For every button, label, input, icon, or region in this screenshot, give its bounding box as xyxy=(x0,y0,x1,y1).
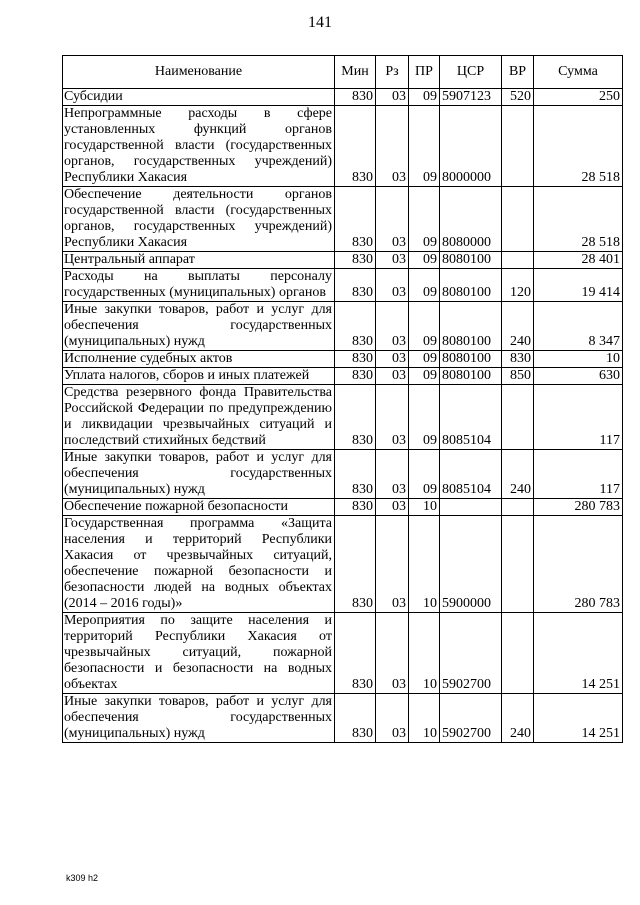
cell-name: Средства резервного фонда Правительства Российской Федерации по предупреждению и ликвидации чрезвычайных ситуаций и последствий стихийных бедствий xyxy=(63,385,335,450)
cell-pr: 09 xyxy=(409,302,440,351)
col-header-csr: ЦСР xyxy=(440,56,502,89)
cell-name: Центральный аппарат xyxy=(63,252,335,269)
cell-pr: 09 xyxy=(409,450,440,499)
cell-min: 830 xyxy=(335,385,376,450)
cell-rz: 03 xyxy=(376,694,409,743)
table-row xyxy=(63,613,623,694)
cell-sum: 28 518 xyxy=(534,187,623,252)
cell-csr: 8085104 xyxy=(440,450,502,499)
cell-csr: 8080100 xyxy=(440,252,502,269)
cell-rz: 03 xyxy=(376,269,409,302)
cell-vr: 120 xyxy=(502,269,534,302)
cell-sum: 14 251 xyxy=(534,694,623,743)
cell-csr: 5907123 xyxy=(440,89,502,106)
cell-name: Мероприятия по защите населения и территорий Республики Хакасия от чрезвычайных ситуаций, пожарной безопасности и безопасности на водных объектах xyxy=(63,613,335,694)
cell-name: Государственная программа «Защита населения и территорий Республики Хакасия от чрезвычайных ситуаций, обеспечение пожарной безопасности и безопасности людей на водных объектах (2014 – 2016 годы)» xyxy=(63,516,335,613)
cell-vr xyxy=(502,187,534,252)
col-header-sum: Сумма xyxy=(534,56,623,89)
cell-pr: 10 xyxy=(409,694,440,743)
cell-vr xyxy=(502,499,534,516)
table-row xyxy=(63,368,623,385)
cell-csr: 8085104 xyxy=(440,385,502,450)
table-row xyxy=(63,89,623,106)
cell-pr: 10 xyxy=(409,613,440,694)
cell-min: 830 xyxy=(335,89,376,106)
cell-rz: 03 xyxy=(376,368,409,385)
cell-pr: 09 xyxy=(409,368,440,385)
cell-sum: 117 xyxy=(534,450,623,499)
cell-csr: 8080100 xyxy=(440,351,502,368)
cell-vr: 240 xyxy=(502,450,534,499)
table-row xyxy=(63,516,623,613)
cell-name: Обеспечение деятельности органов государственной власти (государственных органов, государственных учреждений) Республики Хакасия xyxy=(63,187,335,252)
cell-pr: 09 xyxy=(409,106,440,187)
cell-pr: 10 xyxy=(409,499,440,516)
cell-name: Иные закупки товаров, работ и услуг для обеспечения государственных (муниципальных) нужд xyxy=(63,694,335,743)
cell-sum: 28 401 xyxy=(534,252,623,269)
cell-csr: 8080100 xyxy=(440,302,502,351)
cell-min: 830 xyxy=(335,187,376,252)
header-row xyxy=(63,56,623,89)
cell-rz: 03 xyxy=(376,516,409,613)
col-header-vr: ВР xyxy=(502,56,534,89)
table-row xyxy=(63,187,623,252)
table-row xyxy=(63,106,623,187)
cell-min: 830 xyxy=(335,302,376,351)
table-row xyxy=(63,499,623,516)
cell-sum: 250 xyxy=(534,89,623,106)
cell-csr: 8080100 xyxy=(440,368,502,385)
table-row xyxy=(63,252,623,269)
cell-sum: 10 xyxy=(534,351,623,368)
cell-sum: 280 783 xyxy=(534,499,623,516)
cell-name: Исполнение судебных актов xyxy=(63,351,335,368)
cell-sum: 28 518 xyxy=(534,106,623,187)
cell-min: 830 xyxy=(335,499,376,516)
cell-rz: 03 xyxy=(376,613,409,694)
cell-min: 830 xyxy=(335,516,376,613)
cell-name: Уплата налогов, сборов и иных платежей xyxy=(63,368,335,385)
table-row xyxy=(63,385,623,450)
cell-name: Иные закупки товаров, работ и услуг для обеспечения государственных (муниципальных) нужд xyxy=(63,302,335,351)
table-row xyxy=(63,694,623,743)
cell-min: 830 xyxy=(335,450,376,499)
cell-vr xyxy=(502,613,534,694)
col-header-min: Мин xyxy=(335,56,376,89)
cell-rz: 03 xyxy=(376,385,409,450)
cell-min: 830 xyxy=(335,694,376,743)
cell-name: Обеспечение пожарной безопасности xyxy=(63,499,335,516)
cell-vr: 830 xyxy=(502,351,534,368)
cell-csr: 8080100 xyxy=(440,269,502,302)
cell-rz: 03 xyxy=(376,351,409,368)
footer-code: k309 h2 xyxy=(66,873,99,883)
cell-csr: 5902700 xyxy=(440,613,502,694)
cell-rz: 03 xyxy=(376,187,409,252)
cell-pr: 09 xyxy=(409,252,440,269)
cell-min: 830 xyxy=(335,252,376,269)
table-row xyxy=(63,351,623,368)
cell-csr: 5900000 xyxy=(440,516,502,613)
cell-rz: 03 xyxy=(376,302,409,351)
cell-name: Субсидии xyxy=(63,89,335,106)
cell-rz: 03 xyxy=(376,89,409,106)
cell-vr xyxy=(502,516,534,613)
cell-min: 830 xyxy=(335,269,376,302)
cell-sum: 8 347 xyxy=(534,302,623,351)
cell-name: Непрограммные расходы в сфере установленных функций органов государственной власти (государственных органов, государственных учреждений) Республики Хакасия xyxy=(63,106,335,187)
cell-rz: 03 xyxy=(376,106,409,187)
cell-name: Расходы на выплаты персоналу государственных (муниципальных) органов xyxy=(63,269,335,302)
cell-min: 830 xyxy=(335,106,376,187)
cell-pr: 10 xyxy=(409,516,440,613)
cell-pr: 09 xyxy=(409,187,440,252)
cell-sum: 630 xyxy=(534,368,623,385)
cell-sum: 117 xyxy=(534,385,623,450)
cell-vr: 520 xyxy=(502,89,534,106)
cell-rz: 03 xyxy=(376,499,409,516)
col-header-rz: Рз xyxy=(376,56,409,89)
cell-vr xyxy=(502,252,534,269)
cell-pr: 09 xyxy=(409,269,440,302)
cell-pr: 09 xyxy=(409,385,440,450)
cell-vr: 240 xyxy=(502,302,534,351)
cell-sum: 280 783 xyxy=(534,516,623,613)
cell-rz: 03 xyxy=(376,252,409,269)
cell-vr xyxy=(502,385,534,450)
table-row xyxy=(63,450,623,499)
cell-vr: 240 xyxy=(502,694,534,743)
cell-pr: 09 xyxy=(409,89,440,106)
cell-vr: 850 xyxy=(502,368,534,385)
cell-csr: 8000000 xyxy=(440,106,502,187)
col-header-pr: ПР xyxy=(409,56,440,89)
cell-csr xyxy=(440,499,502,516)
table-row xyxy=(63,269,623,302)
cell-rz: 03 xyxy=(376,450,409,499)
cell-min: 830 xyxy=(335,368,376,385)
cell-sum: 14 251 xyxy=(534,613,623,694)
cell-csr: 8080000 xyxy=(440,187,502,252)
cell-sum: 19 414 xyxy=(534,269,623,302)
cell-csr: 5902700 xyxy=(440,694,502,743)
cell-name: Иные закупки товаров, работ и услуг для обеспечения государственных (муниципальных) нужд xyxy=(63,450,335,499)
col-header-name: Наименование xyxy=(63,56,335,89)
cell-vr xyxy=(502,106,534,187)
cell-min: 830 xyxy=(335,351,376,368)
budget-table xyxy=(62,55,623,743)
table-row xyxy=(63,302,623,351)
cell-pr: 09 xyxy=(409,351,440,368)
cell-min: 830 xyxy=(335,613,376,694)
page-number: 141 xyxy=(308,14,332,31)
